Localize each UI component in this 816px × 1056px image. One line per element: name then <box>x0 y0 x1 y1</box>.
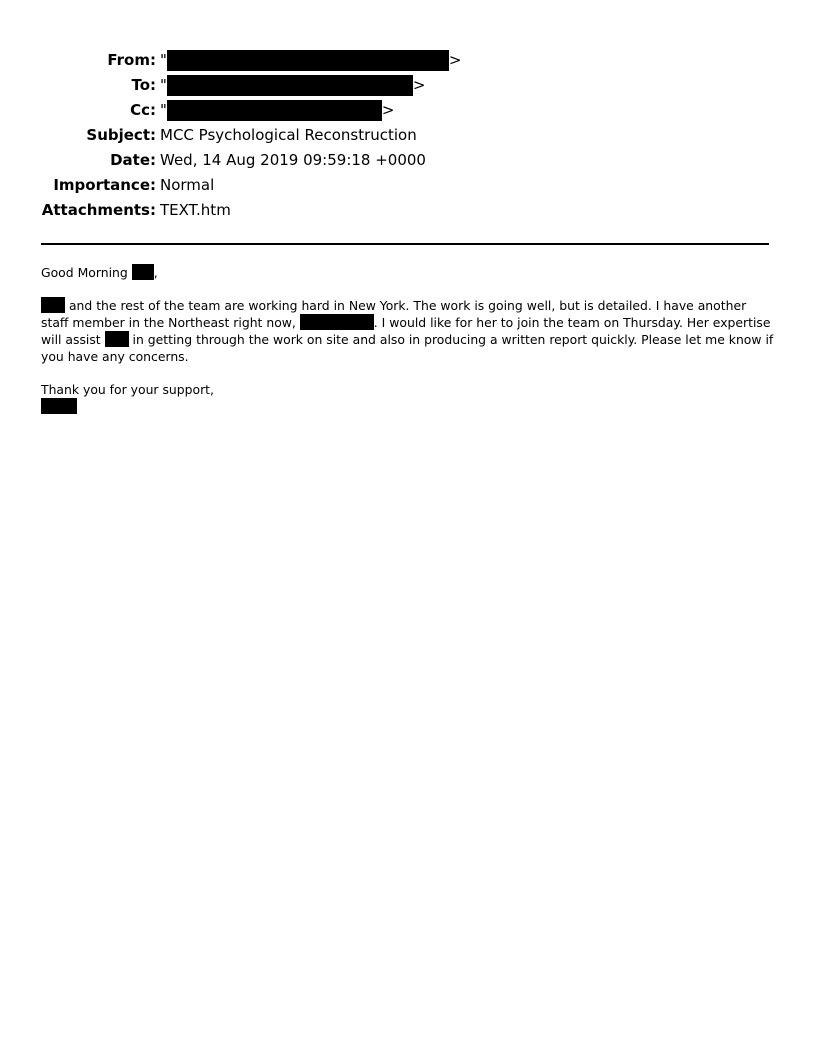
main-paragraph <box>41 297 776 365</box>
cc-bracket: > <box>381 101 395 119</box>
to-row <box>0 73 816 98</box>
from-quote: " <box>160 51 167 69</box>
date-value: Wed, 14 Aug 2019 09:59:18 +0000 <box>160 151 426 169</box>
attachments-label: Attachments: <box>41 201 156 219</box>
cc-value <box>160 98 394 123</box>
from-row <box>0 48 816 73</box>
paragraph-text-2: . I would like for her to join the team on Thursday. Her expertise will assist <box>41 315 771 347</box>
date-row <box>0 148 816 173</box>
from-bracket: > <box>448 51 462 69</box>
cc-row <box>0 98 816 123</box>
from-value <box>160 48 461 73</box>
to-quote: " <box>160 76 167 94</box>
subject-value: MCC Psychological Reconstruction <box>160 126 417 144</box>
importance-value: Normal <box>160 176 215 194</box>
paragraph-text-3: in getting through the work on site and also in producing a written report quickly. Please let me know if you have any concerns. <box>41 332 774 364</box>
importance-row <box>0 173 816 198</box>
redaction-block <box>105 331 129 347</box>
redaction-block <box>132 264 154 280</box>
subject-label: Subject: <box>86 126 156 144</box>
redaction-block <box>167 50 449 71</box>
closing-text: Thank you for your support, <box>41 382 214 397</box>
attachments-row <box>0 198 816 223</box>
greeting-paragraph <box>41 264 776 281</box>
greeting-text: Good Morning <box>41 265 128 280</box>
cc-label: Cc: <box>130 101 156 119</box>
attachments-value[interactable]: TEXT.htm <box>160 201 231 219</box>
header-divider <box>41 243 769 245</box>
cc-quote: " <box>160 101 167 119</box>
to-bracket: > <box>412 76 426 94</box>
to-value <box>160 73 425 98</box>
email-headers <box>0 48 816 223</box>
importance-label: Importance: <box>53 176 156 194</box>
signature-redaction <box>41 398 77 414</box>
redaction-block <box>167 100 382 121</box>
date-label: Date: <box>110 151 156 169</box>
redaction-block <box>300 314 374 330</box>
paragraph-text-1: and the rest of the team are working hard in New York. The work is going well, but is detailed. I have another staff member in the Northeast right now, <box>41 298 747 330</box>
redaction-block <box>167 75 413 96</box>
redaction-block <box>41 297 65 313</box>
subject-row <box>0 123 816 148</box>
from-label: From: <box>107 51 156 69</box>
message-body <box>41 264 776 431</box>
closing-paragraph <box>41 381 776 415</box>
to-label: To: <box>131 76 156 94</box>
greeting-comma: , <box>153 265 158 280</box>
